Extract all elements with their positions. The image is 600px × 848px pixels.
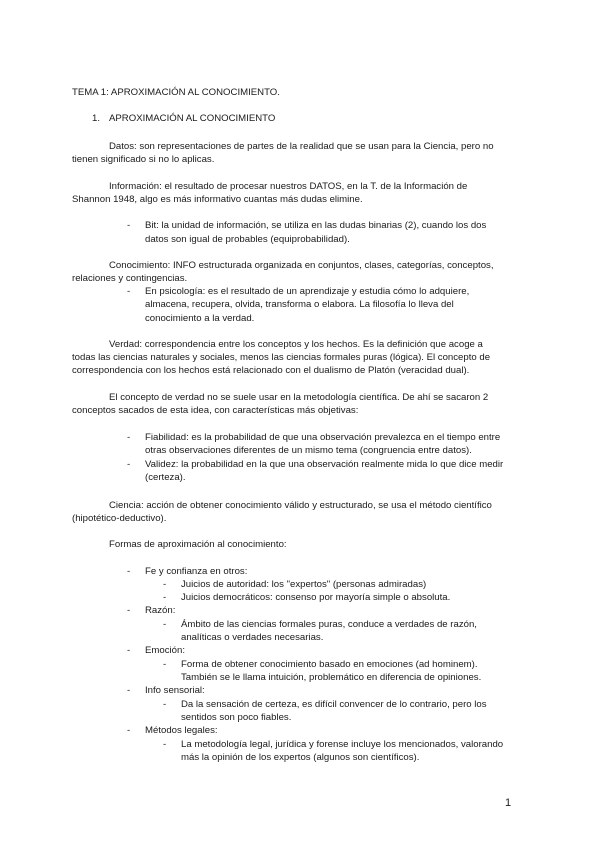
verdad-line-1: Verdad: correspondencia entre los conceptos y los hechos. Es la definición que acoge a (109, 339, 483, 350)
razon-line-2: analíticas o verdades necesarias. (181, 632, 324, 643)
verdad-line-2: todas las ciencias naturales y sociales, menos las ciencias formales puras (lógica). El concepto de (72, 352, 491, 363)
bullet-dash: - (127, 725, 131, 736)
formas-heading: Formas de aproximación al conocimiento: (109, 539, 287, 550)
fiabilidad-line-2: otras observaciones diferentes de un mismo tema (congruencia entre datos). (145, 445, 472, 456)
concepto-verdad-line-2: conceptos sacados de esta idea, con características más objetivas: (72, 405, 359, 416)
fiabilidad-line-1: Fiabilidad: es la probabilidad de que una observación prevalezca en el tiempo entre (145, 432, 501, 443)
info-sensorial-line-1: Da la sensación de certeza, es difícil convencer de lo contrario, pero los (181, 699, 487, 710)
verdad-line-3: correspondencia con los hechos está relacionado con el dualismo de Platón (veracidad dual). (72, 365, 470, 376)
fe-autoridad: Juicios de autoridad: los "expertos" (personas admiradas) (181, 579, 427, 590)
emocion-line-1: Forma de obtener conocimiento basado en emociones (ad hominem). (181, 659, 478, 670)
info-sensorial-heading: Info sensorial: (145, 685, 205, 696)
bullet-dash: - (127, 432, 131, 443)
sub-bullet-dash: - (163, 659, 167, 670)
sub-bullet-dash: - (163, 592, 167, 603)
bit-line-1: Bit: la unidad de información, se utiliza en las dudas binarias (2), cuando los dos (145, 220, 487, 231)
metodos-legales-line-2: más la opinión de los expertos (algunos son científicos). (181, 752, 420, 763)
bullet-dash: - (127, 685, 131, 696)
informacion-line-2: Shannon 1948, algo es más informativo cuantas más dudas elimine. (72, 194, 363, 205)
info-sensorial-line-2: sentidos son poco fiables. (181, 712, 292, 723)
psicologia-line-1: En psicología: es el resultado de un aprendizaje y estudia cómo lo adquiere, (145, 286, 470, 297)
bit-line-2: datos son igual de probables (equiprobabilidad). (145, 234, 350, 245)
bullet-dash: - (127, 645, 131, 656)
emocion-line-2: También se le llama intuición, problemático en diferencia de opiniones. (181, 672, 482, 683)
validez-line-2: (certeza). (145, 472, 186, 483)
fe-heading: Fe y confianza en otros: (145, 566, 248, 577)
sub-bullet-dash: - (163, 699, 167, 710)
datos-line-1: Datos: son representaciones de partes de la realidad que se usan para la Ciencia, pero no (109, 141, 494, 152)
bullet-dash: - (127, 220, 131, 231)
ciencia-line-1: Ciencia: acción de obtener conocimiento válido y estructurado, se usa el método científico (109, 500, 492, 511)
page-number: 1 (505, 797, 512, 809)
section-title: APROXIMACIÓN AL CONOCIMIENTO (109, 113, 276, 124)
bullet-dash: - (127, 605, 131, 616)
bullet-dash: - (127, 459, 131, 470)
metodos-legales-line-1: La metodología legal, jurídica y forense incluye los mencionados, valorando (181, 739, 504, 750)
validez-line-1: Validez: la probabilidad en la que una observación realmente mida lo que dice medir (145, 459, 504, 470)
fe-democraticos: Juicios democráticos: consenso por mayoría simple o absoluta. (181, 592, 451, 603)
conocimiento-line-1: Conocimiento: INFO estructurada organizada en conjuntos, clases, categorías, conceptos, (109, 260, 494, 271)
sub-bullet-dash: - (163, 579, 167, 590)
datos-line-2: tienen significado si no lo aplicas. (72, 154, 215, 165)
sub-bullet-dash: - (163, 619, 167, 630)
bullet-dash: - (127, 566, 131, 577)
metodos-legales-heading: Métodos legales: (145, 725, 218, 736)
bullet-dash: - (127, 286, 131, 297)
psicologia-line-3: conocimiento a la verdad. (145, 313, 255, 324)
razon-line-1: Ámbito de las ciencias formales puras, conduce a verdades de razón, (181, 619, 477, 630)
informacion-line-1: Información: el resultado de procesar nuestros DATOS, en la T. de la Información de (109, 181, 468, 192)
section-number: 1. (92, 113, 101, 124)
sub-bullet-dash: - (163, 739, 167, 750)
emocion-heading: Emoción: (145, 645, 185, 656)
concepto-verdad-line-1: El concepto de verdad no se suele usar en la metodología científica. De ahí se sacaron 2 (109, 392, 489, 403)
ciencia-line-2: (hipotético-deductivo). (72, 513, 167, 524)
psicologia-line-2: almacena, recupera, olvida, transforma o elabora. La filosofía lo lleva del (145, 299, 454, 310)
razon-heading: Razón: (145, 605, 176, 616)
conocimiento-line-2: relaciones y contingencias. (72, 273, 188, 284)
document-title: TEMA 1: APROXIMACIÓN AL CONOCIMIENTO. (72, 87, 280, 98)
